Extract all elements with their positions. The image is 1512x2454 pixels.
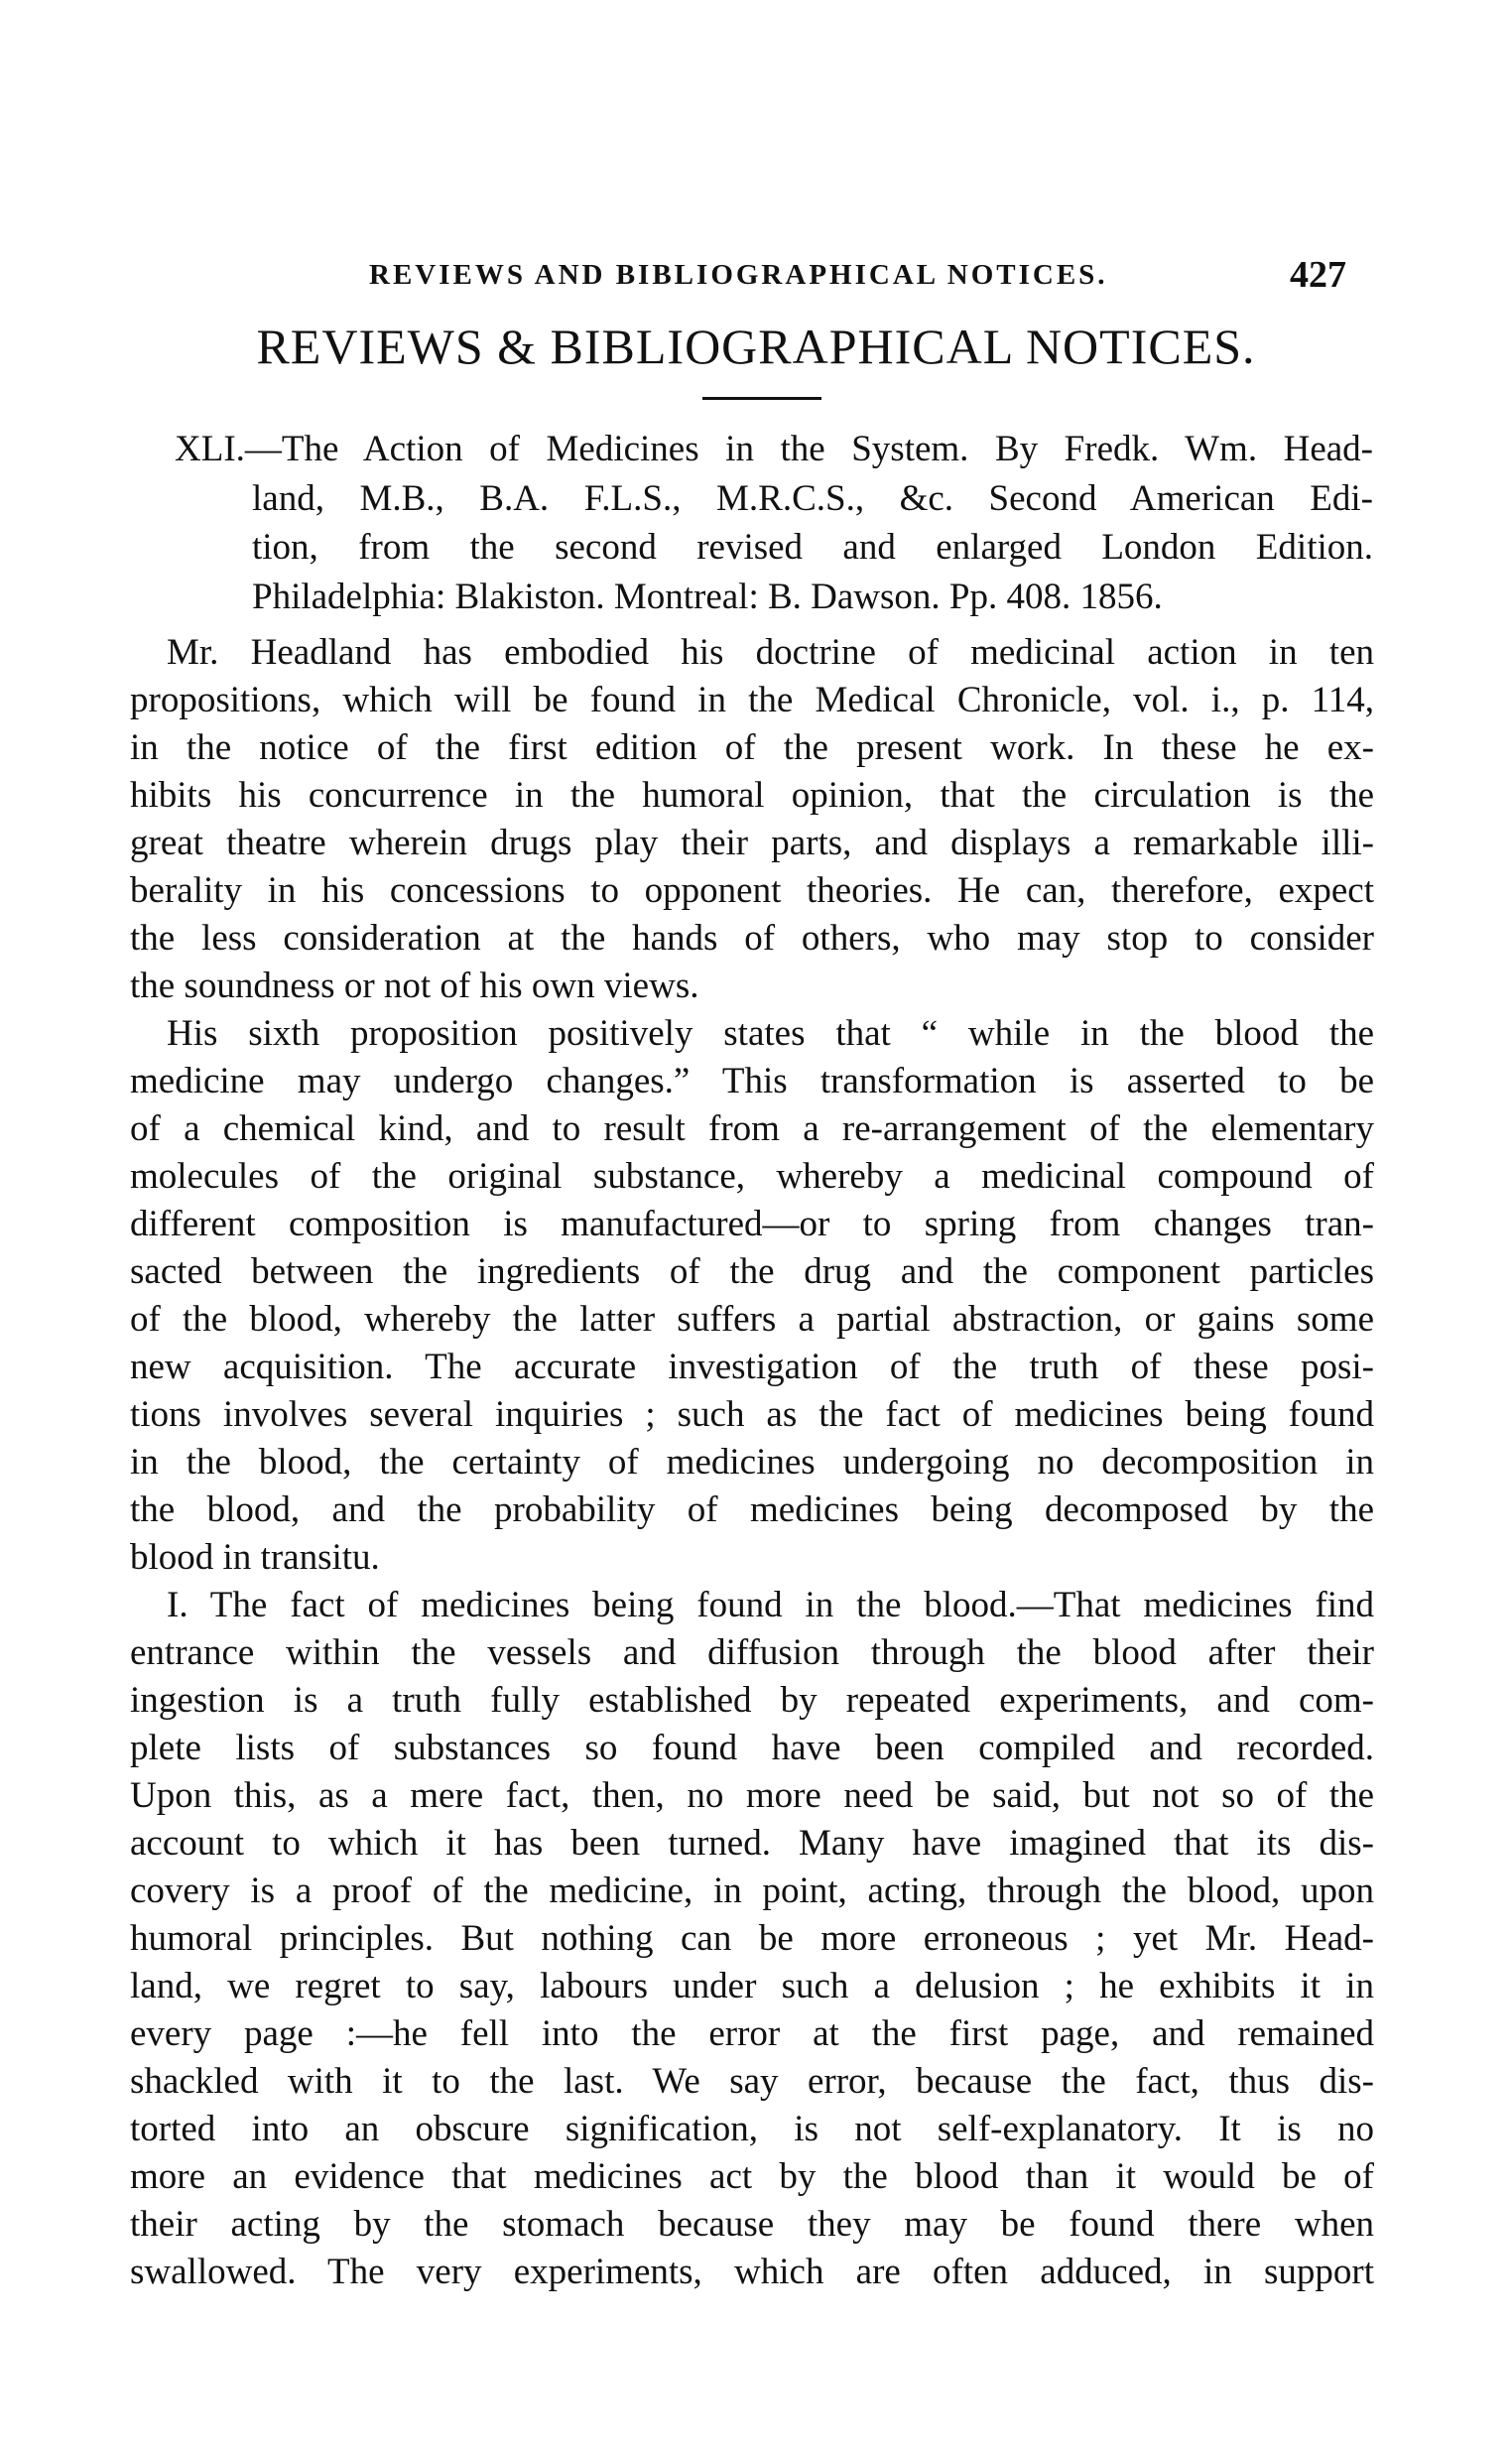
text-line: berality in his concessions to opponent theories. He can, therefore, expect bbox=[130, 870, 1374, 911]
text-line: of a chemical kind, and to result from a re-arrangement of the elementary bbox=[130, 1108, 1374, 1149]
text-line: great theatre wherein drugs play their parts, and displays a remarkable illi- bbox=[130, 823, 1374, 863]
title-rule bbox=[702, 397, 821, 400]
page-number: 427 bbox=[1290, 254, 1346, 296]
text-line: the blood, and the probability of medicines being decomposed by the bbox=[130, 1489, 1374, 1530]
text-line: blood in transitu. bbox=[130, 1537, 380, 1578]
body-text bbox=[130, 629, 1374, 2296]
text-line: His sixth proposition positively states that “ while in the blood the bbox=[167, 1013, 1374, 1054]
text-line: tions involves several inquiries ; such as the fact of medicines being found bbox=[130, 1394, 1374, 1435]
text-line: more an evidence that medicines act by the blood than it would be of bbox=[130, 2156, 1374, 2197]
text-line: every page :—he fell into the error at the first page, and remained bbox=[130, 2013, 1374, 2054]
paragraph bbox=[130, 629, 1374, 1010]
review-entry-heading bbox=[175, 425, 1373, 621]
text-line: hibits his concurrence in the humoral opinion, that the circulation is the bbox=[130, 775, 1374, 816]
text-line: propositions, which will be found in the Medical Chronicle, vol. i., p. 114, bbox=[130, 680, 1374, 720]
running-head-title: REVIEWS AND BIBLIOGRAPHICAL NOTICES. bbox=[369, 259, 1108, 291]
text-line: of the blood, whereby the latter suffers a partial abstraction, or gains some bbox=[130, 1299, 1374, 1340]
text-line: molecules of the original substance, whereby a medicinal compound of bbox=[130, 1156, 1374, 1197]
text-line: medicine may undergo changes.” This transformation is asserted to be bbox=[130, 1061, 1374, 1101]
text-line: land, we regret to say, labours under such a delusion ; he exhibits it in bbox=[130, 1966, 1374, 2006]
paragraph bbox=[130, 1582, 1374, 2296]
text-line: shackled with it to the last. We say error, because the fact, thus dis- bbox=[130, 2061, 1374, 2102]
entry-line: land, M.B., B.A. F.L.S., M.R.C.S., &c. Second American Edi- bbox=[252, 477, 1373, 519]
text-line: sacted between the ingredients of the drug and the component particles bbox=[130, 1251, 1374, 1292]
text-line: plete lists of substances so found have been compiled and recorded. bbox=[130, 1728, 1374, 1768]
text-line: Upon this, as a mere fact, then, no more need be said, but not so of the bbox=[130, 1775, 1374, 1816]
entry-line: XLI.—The Action of Medicines in the System. By Fredk. Wm. Head- bbox=[175, 429, 1373, 469]
paragraph bbox=[130, 1010, 1374, 1582]
text-line: in the blood, the certainty of medicines undergoing no decomposition in bbox=[130, 1442, 1374, 1483]
text-line: entrance within the vessels and diffusion through the blood after their bbox=[130, 1632, 1374, 1673]
text-line: different composition is manufactured—or to spring from changes tran- bbox=[130, 1204, 1374, 1244]
text-line: torted into an obscure signification, is not self-explanatory. It is no bbox=[130, 2109, 1374, 2149]
entry-line: Philadelphia: Blakiston. Montreal: B. Dawson. Pp. 408. 1856. bbox=[252, 576, 1163, 617]
text-line: in the notice of the first edition of the present work. In these he ex- bbox=[130, 727, 1374, 768]
entry-line: tion, from the second revised and enlarged London Edition. bbox=[252, 527, 1373, 568]
text-line: covery is a proof of the medicine, in point, acting, through the blood, upon bbox=[130, 1871, 1374, 1911]
text-line: account to which it has been turned. Many have imagined that its dis- bbox=[130, 1823, 1374, 1864]
section-title: REVIEWS & BIBLIOGRAPHICAL NOTICES. bbox=[256, 319, 1256, 374]
text-line: I. The fact of medicines being found in the blood.—That medicines find bbox=[167, 1585, 1374, 1625]
text-line: the soundness or not of his own views. bbox=[130, 966, 699, 1006]
text-line: Mr. Headland has embodied his doctrine of medicinal action in ten bbox=[167, 632, 1374, 673]
text-line: swallowed. The very experiments, which are often adduced, in support bbox=[130, 2252, 1374, 2292]
text-line: ingestion is a truth fully established by repeated experiments, and com- bbox=[130, 1680, 1374, 1721]
text-line: their acting by the stomach because they may be found there when bbox=[130, 2204, 1374, 2245]
text-line: new acquisition. The accurate investigation of the truth of these posi- bbox=[130, 1347, 1374, 1387]
text-line: the less consideration at the hands of others, who may stop to consider bbox=[130, 918, 1374, 959]
text-line: humoral principles. But nothing can be more erroneous ; yet Mr. Head- bbox=[130, 1918, 1374, 1959]
running-head bbox=[369, 250, 1346, 300]
